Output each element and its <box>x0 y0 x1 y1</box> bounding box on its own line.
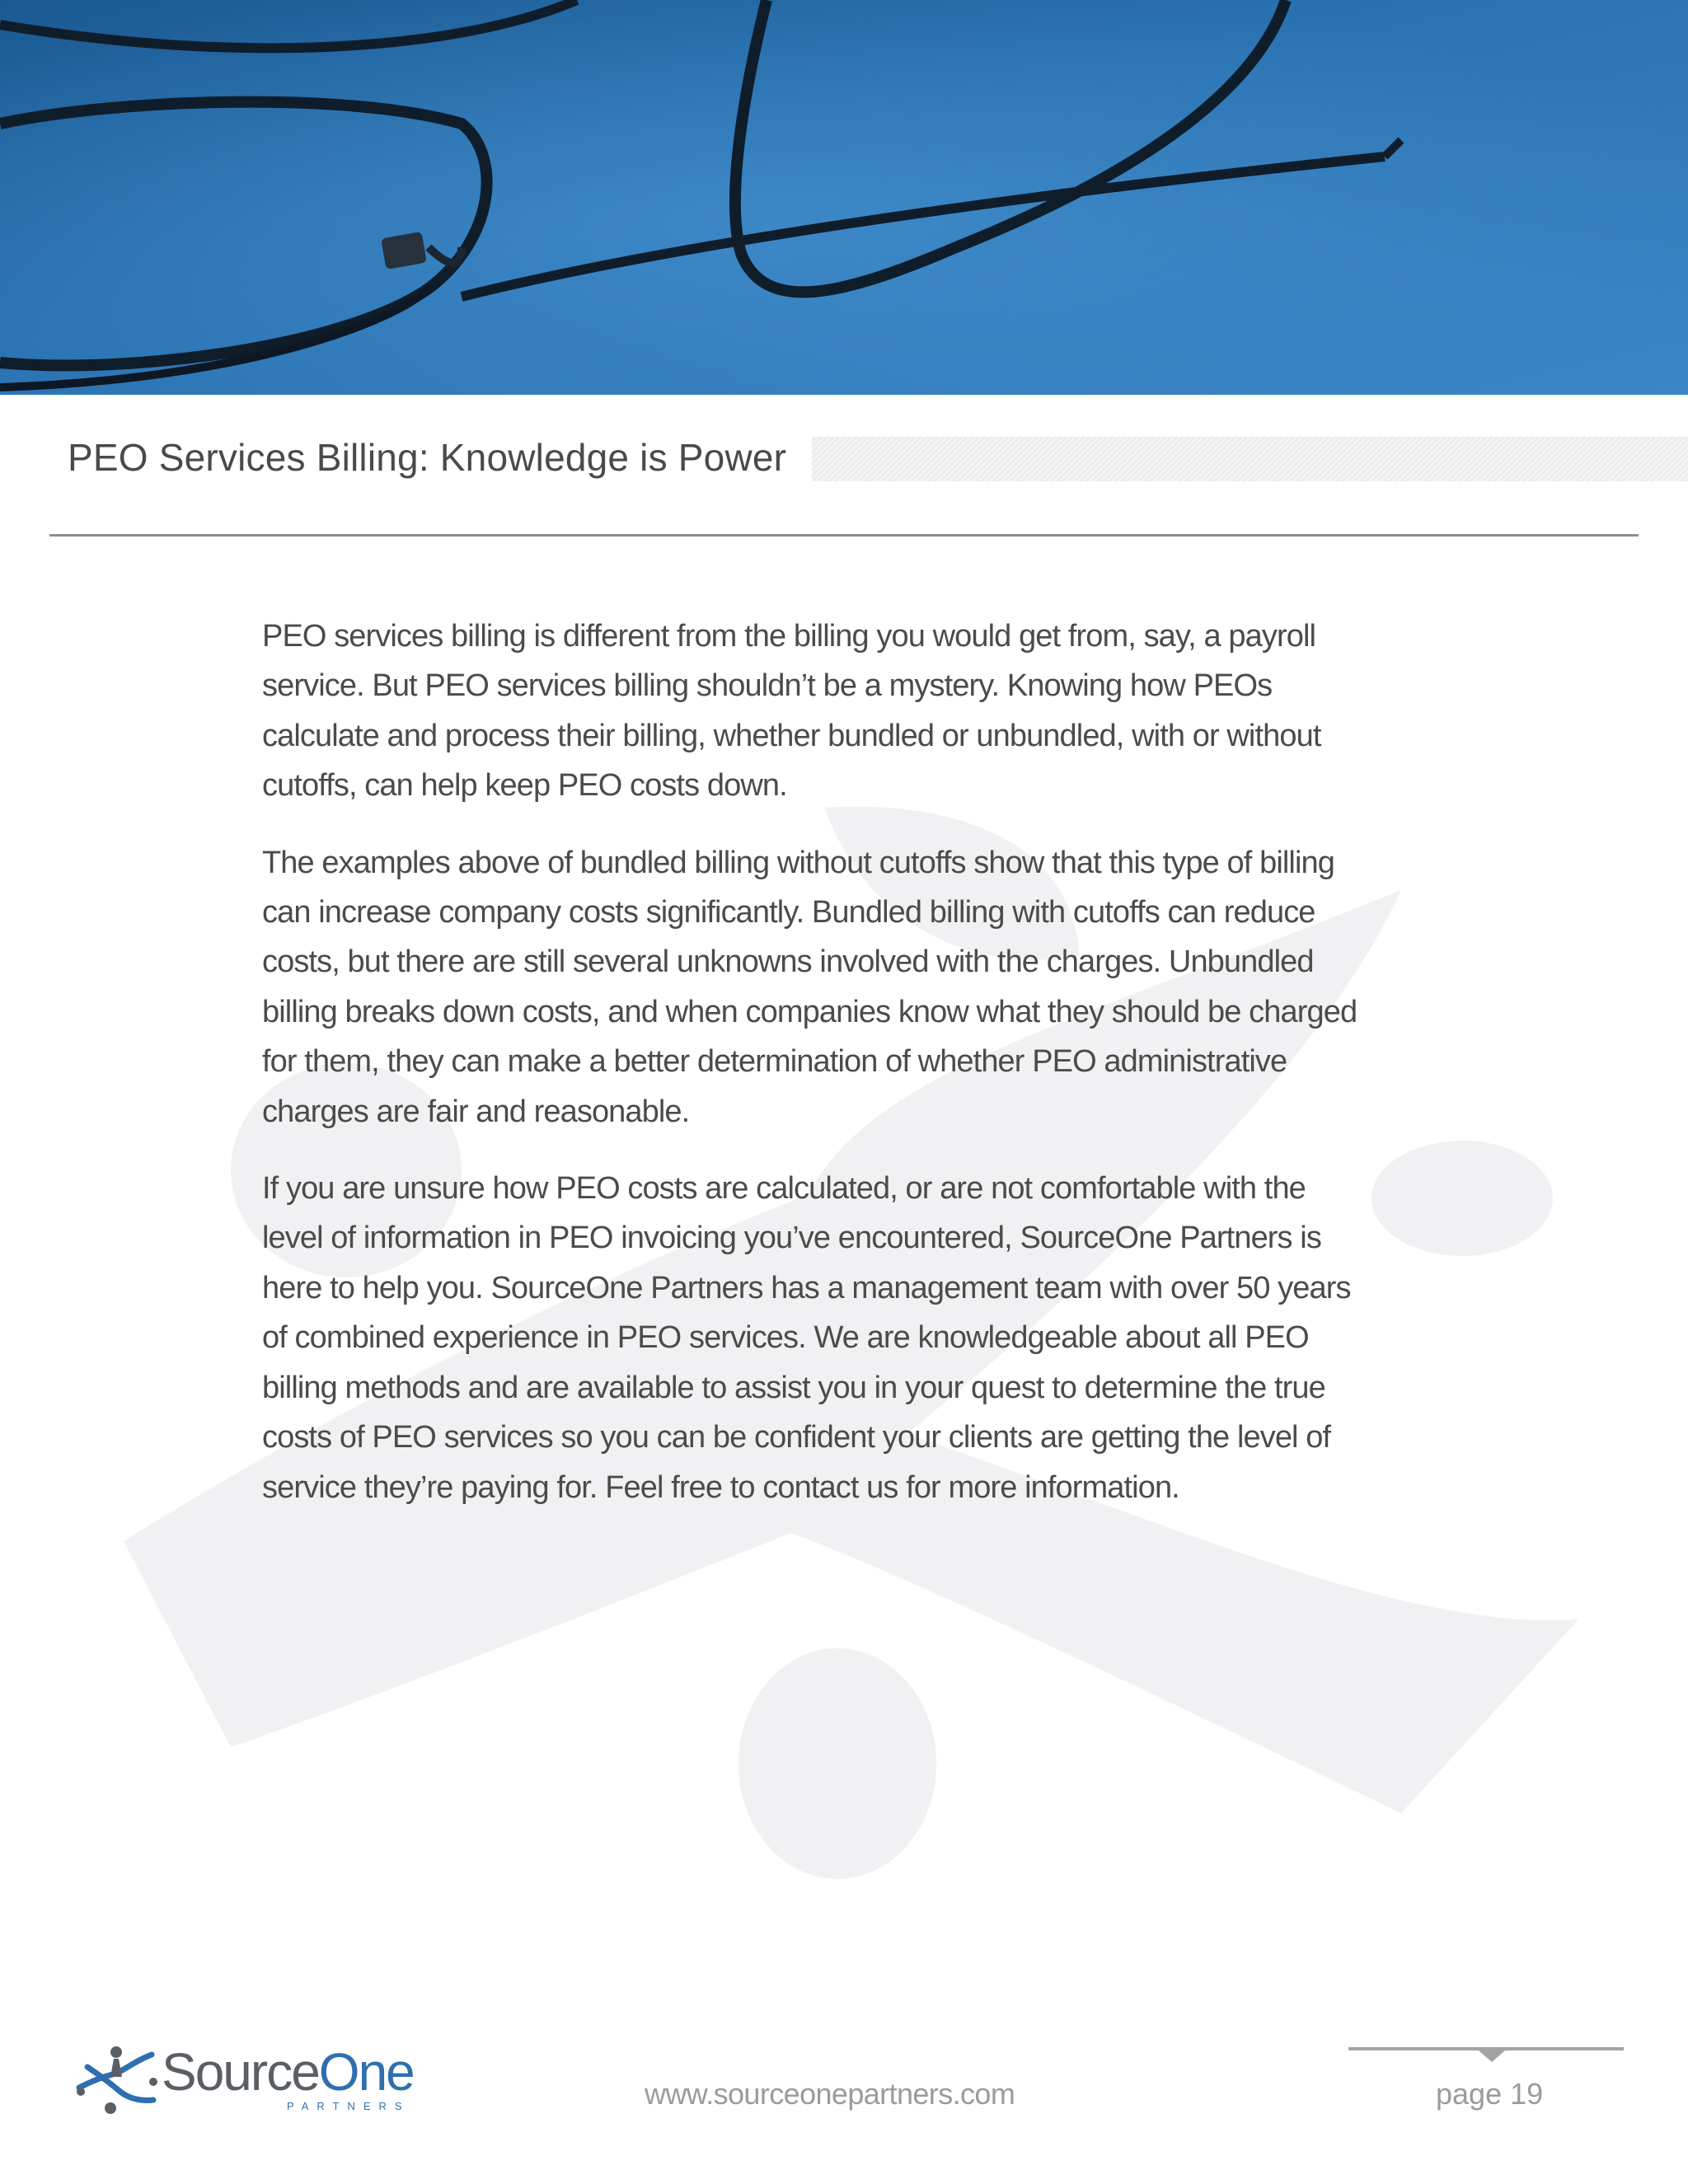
paragraph-1: PEO services billing is different from the billing you would get from, say, a payroll service. But PEO services billing shouldn’t be a mystery. Knowing how PEOs calculate and process their billing, whether bundled or unbundled, with or without cutoffs, can help keep PEO costs down. <box>262 619 1321 804</box>
title-texture-bar <box>812 437 1688 481</box>
title-divider <box>49 534 1639 537</box>
article-body <box>262 612 1358 1540</box>
paragraph-3: If you are unsure how PEO costs are calculated, or are not comfortable with the level of information in PEO invoicing you’ve encountered, SourceOne Partners is here to help you. SourceOne Partners has a management team with over 50 years of combined experience in PEO services. We are knowledgeable about all PEO billing methods and are available to assist you in your quest to determine the true costs of PEO services so you can be confident your clients are getting the level of service they’re paying for. Feel free to contact us for more information. <box>262 1171 1351 1505</box>
paragraph-2: The examples above of bundled billing without cutoffs show that this type of billing can increase company costs significantly. Bundled billing with cutoffs can reduce costs, but there are still several unknowns involved with the charges. Unbundled billing breaks down costs, and when companies know what they should be charged for them, they can make a better determination of whether PEO administrative charges are fair and reasonable. <box>262 845 1357 1129</box>
logo-text-one: One <box>318 2042 414 2102</box>
logo-text-source: Source <box>162 2042 319 2102</box>
page-title: PEO Services Billing: Knowledge is Power <box>68 436 787 479</box>
logo-partners: PARTNERS <box>287 2100 410 2112</box>
sourceone-logo <box>71 2042 414 2116</box>
people-star-icon <box>71 2042 162 2116</box>
page-number: page 19 <box>1436 2077 1544 2111</box>
title-row <box>0 429 1688 494</box>
footer-url[interactable]: www.sourceonepartners.com <box>645 2077 1015 2111</box>
logo-wordmark <box>162 2042 414 2102</box>
caret-down-icon <box>1479 2050 1505 2062</box>
